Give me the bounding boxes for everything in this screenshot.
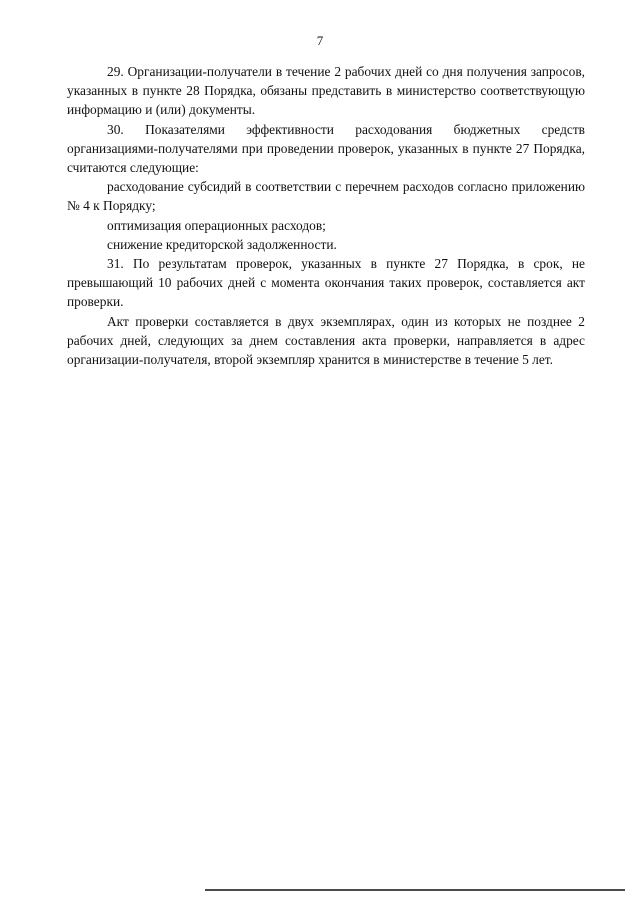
paragraph-29: 29. Организации-получатели в течение 2 рабочих дней со дня получения запросов, указанных в пункте 28 Порядка, обязаны представить в министерство соответствующую информацию и (или) документы. [67, 64, 585, 118]
scan-bottom-edge-line [205, 889, 625, 891]
document-body [67, 62, 585, 369]
list-item-operational-costs: оптимизация операционных расходов; [107, 217, 326, 233]
page-number: 7 [316, 33, 324, 48]
paragraph-30: 30. Показателями эффективности расходования бюджетных средств организациями-получателями при проведении проверок, указанных в пункте 27 Порядка, считаются следующие: [67, 121, 585, 176]
list-item-payables-reduction: снижение кредиторской задолженности. [107, 236, 337, 252]
paragraph-inspection-act: Акт проверки составляется в двух экземплярах, один из которых не позднее 2 рабочих дней, следующих за днем составления акта проверки, направляется в адрес организации-получателя, второй экземпляр хранится в министерстве в течение 5 лет. [67, 313, 585, 368]
list-item-subsidy-spending: расходование субсидий в соответствии с перечнем расходов согласно приложению № 4 к Порядку; [67, 179, 585, 214]
paragraph-31: 31. По результатам проверок, указанных в пункте 27 Порядка, в срок, не превышающий 10 рабочих дней с момента окончания таких проверок, составляется акт проверки. [67, 256, 585, 310]
